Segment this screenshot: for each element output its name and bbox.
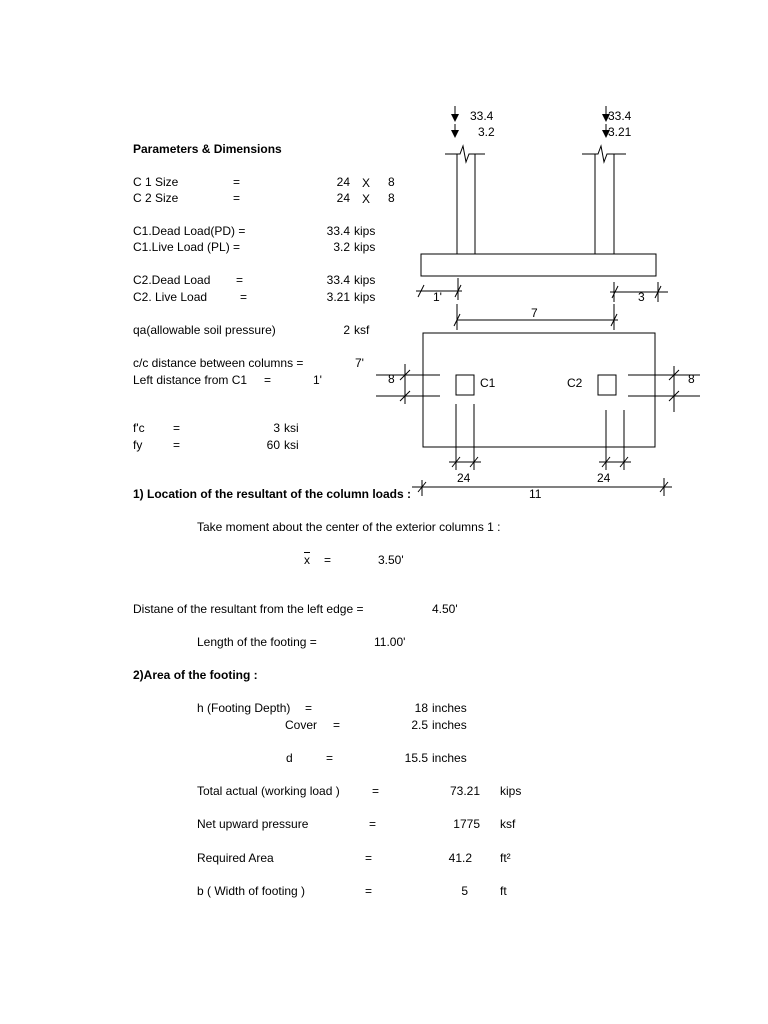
fc-eq: =: [173, 421, 181, 435]
left-dist-value: 1': [313, 373, 322, 387]
c1-size-label: C 1 Size: [133, 175, 179, 189]
c2-size-x: X: [362, 192, 371, 206]
d-unit: inches: [432, 751, 467, 765]
c2-dead-value: 33.4: [326, 273, 350, 287]
c1-live-label: C1.Live Load (PL) =: [133, 240, 241, 254]
footing-plan: [423, 333, 655, 447]
xbar-eq: =: [324, 553, 332, 567]
c2-size-eq: =: [233, 191, 241, 205]
resultant-label: Distane of the resultant from the left edge =: [133, 602, 364, 616]
c2-live-eq: =: [240, 290, 248, 304]
footing-elevation: [421, 254, 656, 276]
left-dist-eq: =: [264, 373, 272, 387]
required-area-eq: =: [365, 851, 373, 865]
c1-live-unit: kips: [354, 240, 376, 254]
section2-heading: 2)Area of the footing :: [133, 668, 258, 682]
footing-width-label: b ( Width of footing ): [197, 884, 306, 898]
fc-label: f'c: [133, 421, 145, 435]
c1-footprint: [456, 375, 474, 395]
d-value: 15.5: [404, 751, 428, 765]
required-area-label: Required Area: [197, 851, 274, 865]
qa-unit: ksf: [354, 323, 370, 337]
cover-unit: inches: [432, 718, 467, 732]
required-area-unit: ft²: [500, 851, 511, 865]
xbar-value: 3.50': [378, 553, 404, 567]
d-label: d: [286, 751, 293, 765]
d-eq: =: [326, 751, 334, 765]
section1-heading: 1) Location of the resultant of the column loads :: [133, 487, 412, 501]
c1-dead-unit: kips: [354, 224, 376, 238]
fy-label: fy: [133, 438, 143, 452]
fy-eq: =: [173, 438, 181, 452]
length-label: Length of the footing =: [197, 635, 317, 649]
c2-break-line: [582, 146, 626, 162]
c1-dead-arrowhead: [451, 114, 459, 122]
h-eq: =: [305, 701, 313, 715]
net-pressure-label: Net upward pressure: [197, 817, 309, 831]
c2-dead-eq: =: [236, 273, 244, 287]
dim-left-label: 1': [433, 290, 442, 304]
c1-dead-label: C1.Dead Load(PD) =: [133, 224, 246, 238]
dim-right-label: 3: [638, 290, 645, 304]
fc-unit: ksi: [284, 421, 299, 435]
c2-width-label: 24: [597, 471, 611, 485]
fy-unit: ksi: [284, 438, 299, 452]
c1-dead-value: 33.4: [326, 224, 350, 238]
footing-width-unit: ft: [500, 884, 507, 898]
params-heading: Parameters & Dimensions: [133, 142, 282, 156]
cc-dist-value: 7': [355, 356, 364, 370]
c1-size-x: X: [362, 176, 371, 190]
fy-value: 60: [266, 438, 280, 452]
left-dist-label: Left distance from C1: [133, 373, 248, 387]
cover-eq: =: [333, 718, 341, 732]
xbar-symbol: $\overline{x}$: [304, 553, 310, 567]
c1-width-label: 24: [457, 471, 471, 485]
h-unit: inches: [432, 701, 467, 715]
resultant-value: 4.50': [432, 602, 458, 616]
h-label: h (Footing Depth): [197, 701, 291, 715]
c2-size-label: C 2 Size: [133, 191, 179, 205]
required-area-value: 41.2: [448, 851, 472, 865]
footing-width-eq: =: [365, 884, 373, 898]
dim-edge-left-label: 8: [388, 372, 395, 386]
c2-live-unit: kips: [354, 290, 376, 304]
footing-width-value: 5: [461, 884, 468, 898]
total-load-label: Total actual (working load ): [197, 784, 340, 798]
dim-cc-label: 7: [531, 306, 538, 320]
net-pressure-eq: =: [369, 817, 377, 831]
moment-text: Take moment about the center of the exterior columns 1 :: [197, 520, 501, 534]
c2-live-label: C2. Live Load: [133, 290, 208, 304]
length-value: 11.00': [374, 635, 406, 649]
total-load-value: 73.21: [449, 784, 480, 798]
qa-value: 2: [343, 323, 350, 337]
c2-dead-unit: kips: [354, 273, 376, 287]
c1-label: C1: [480, 376, 496, 390]
c1-break-line: [445, 146, 485, 162]
c2-label: C2: [567, 376, 583, 390]
c1-live-value: 3.2: [333, 240, 350, 254]
cc-dist-label: c/c distance between columns =: [133, 356, 304, 370]
c2-live-value: 3.21: [326, 290, 350, 304]
total-load-eq: =: [372, 784, 380, 798]
c1-load-live: 3.2: [478, 125, 495, 139]
c2-dead-label: C2.Dead Load: [133, 273, 211, 287]
c1-live-arrowhead: [451, 130, 459, 138]
c1-load-dead: 33.4: [470, 109, 494, 123]
fc-value: 3: [273, 421, 280, 435]
c2-load-live: 3.21: [608, 125, 632, 139]
c2-footprint: [598, 375, 616, 395]
c2-size-w: 24: [336, 191, 350, 205]
cover-value: 2.5: [411, 718, 428, 732]
dim-edge-right-label: 8: [688, 372, 695, 386]
net-pressure-value: 1775: [453, 817, 480, 831]
net-pressure-unit: ksf: [500, 817, 516, 831]
c1-size-eq: =: [233, 175, 241, 189]
total-load-unit: kips: [500, 784, 522, 798]
c2-load-dead: 33.4: [608, 109, 632, 123]
qa-label: qa(allowable soil pressure): [133, 323, 276, 337]
c2-size-h: 8: [388, 191, 395, 205]
cover-label: Cover: [285, 718, 318, 732]
h-value: 18: [414, 701, 428, 715]
c1-size-w: 24: [336, 175, 350, 189]
total-length-label: 11: [529, 487, 542, 501]
c1-size-h: 8: [388, 175, 395, 189]
